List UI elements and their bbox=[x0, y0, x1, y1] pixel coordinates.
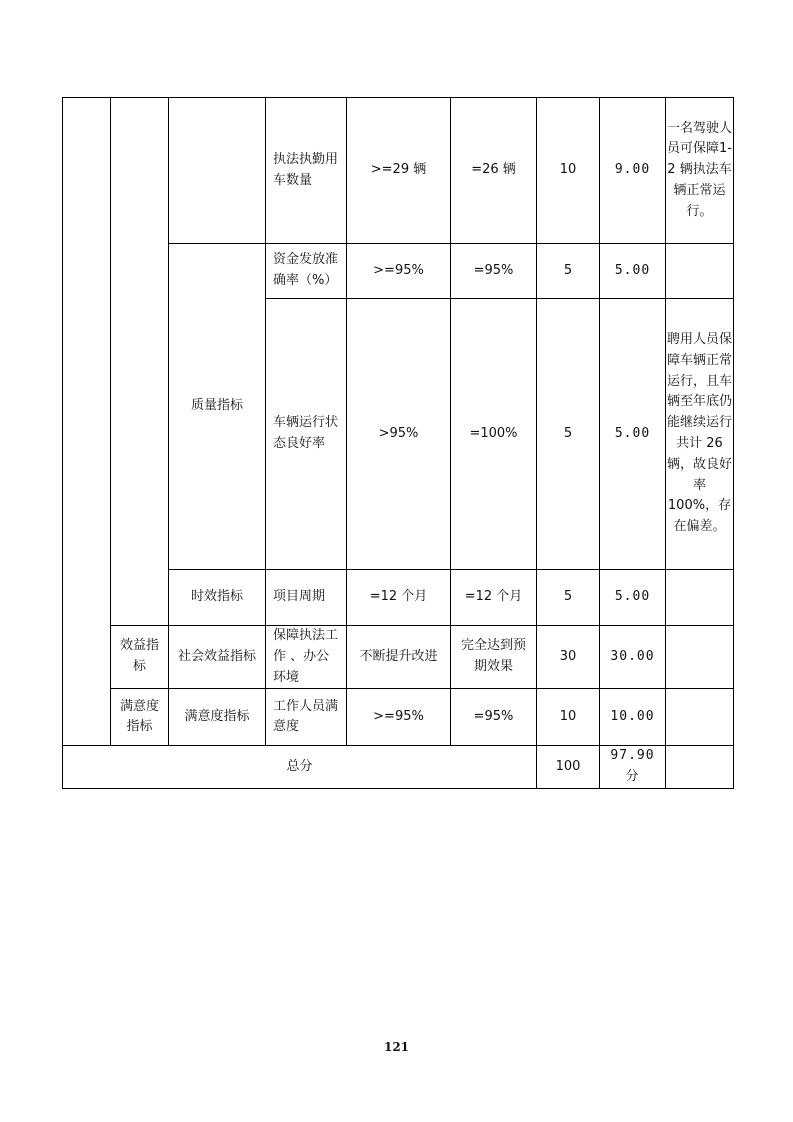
score-cell: 5.00 bbox=[600, 299, 666, 570]
score-cell: 9.00 bbox=[600, 98, 666, 244]
tertiary-indicator-cell: 资金发放准确率（%） bbox=[266, 244, 347, 299]
weight-cell: 10 bbox=[537, 98, 600, 244]
tertiary-indicator-cell: 工作人员满意度 bbox=[266, 689, 347, 746]
tertiary-indicator-cell: 执法执勤用车数量 bbox=[266, 98, 347, 244]
deviation-note-cell bbox=[666, 244, 734, 299]
target-value-cell: >=29 辆 bbox=[347, 98, 451, 244]
tertiary-indicator-cell: 项目周期 bbox=[266, 570, 347, 626]
target-value-cell: >=95% bbox=[347, 689, 451, 746]
actual-value-cell: =12 个月 bbox=[451, 570, 537, 626]
secondary-indicator-cell: 时效指标 bbox=[169, 570, 266, 626]
deviation-note-cell bbox=[666, 626, 734, 689]
actual-value-cell: =95% bbox=[451, 244, 537, 299]
deviation-note-cell: 聘用人员保障车辆正常运行，且车辆至年底仍能继续运行共计 26 辆，故良好率 100%，存在偏差。 bbox=[666, 299, 734, 570]
primary-indicator-cell bbox=[111, 98, 169, 626]
performance-indicator-table bbox=[62, 97, 734, 789]
secondary-indicator-cell: 质量指标 bbox=[169, 244, 266, 570]
target-value-cell: 不断提升改进 bbox=[347, 626, 451, 689]
weight-cell: 30 bbox=[537, 626, 600, 689]
score-cell: 10.00 bbox=[600, 689, 666, 746]
primary-indicator-cell: 效益指标 bbox=[111, 626, 169, 689]
deviation-note-cell bbox=[666, 689, 734, 746]
total-label-cell: 总分 bbox=[63, 746, 537, 789]
table-row bbox=[63, 689, 734, 746]
total-weight-cell: 100 bbox=[537, 746, 600, 789]
score-cell: 30.00 bbox=[600, 626, 666, 689]
outer-category-cell bbox=[63, 98, 111, 746]
weight-cell: 5 bbox=[537, 244, 600, 299]
secondary-indicator-cell bbox=[169, 98, 266, 244]
total-note-cell bbox=[666, 746, 734, 789]
deviation-note-cell: 一名驾驶人员可保障1-2 辆执法车辆正常运行。 bbox=[666, 98, 734, 244]
actual-value-cell: 完全达到预期效果 bbox=[451, 626, 537, 689]
tertiary-indicator-cell: 保障执法工作 、办公环境 bbox=[266, 626, 347, 689]
secondary-indicator-cell: 社会效益指标 bbox=[169, 626, 266, 689]
actual-value-cell: =95% bbox=[451, 689, 537, 746]
total-row bbox=[63, 746, 734, 789]
deviation-note-cell bbox=[666, 570, 734, 626]
weight-cell: 5 bbox=[537, 570, 600, 626]
score-cell: 5.00 bbox=[600, 244, 666, 299]
primary-indicator-cell: 满意度指标 bbox=[111, 689, 169, 746]
weight-cell: 5 bbox=[537, 299, 600, 570]
target-value-cell: >95% bbox=[347, 299, 451, 570]
page-number: 121 bbox=[383, 1040, 410, 1054]
tertiary-indicator-cell: 车辆运行状态良好率 bbox=[266, 299, 347, 570]
table-row bbox=[63, 626, 734, 689]
weight-cell: 10 bbox=[537, 689, 600, 746]
score-cell: 5.00 bbox=[600, 570, 666, 626]
total-score-cell: 97.90 分 bbox=[600, 746, 666, 789]
table-row bbox=[63, 98, 734, 244]
actual-value-cell: =100% bbox=[451, 299, 537, 570]
target-value-cell: >=95% bbox=[347, 244, 451, 299]
actual-value-cell: =26 辆 bbox=[451, 98, 537, 244]
target-value-cell: =12 个月 bbox=[347, 570, 451, 626]
secondary-indicator-cell: 满意度指标 bbox=[169, 689, 266, 746]
